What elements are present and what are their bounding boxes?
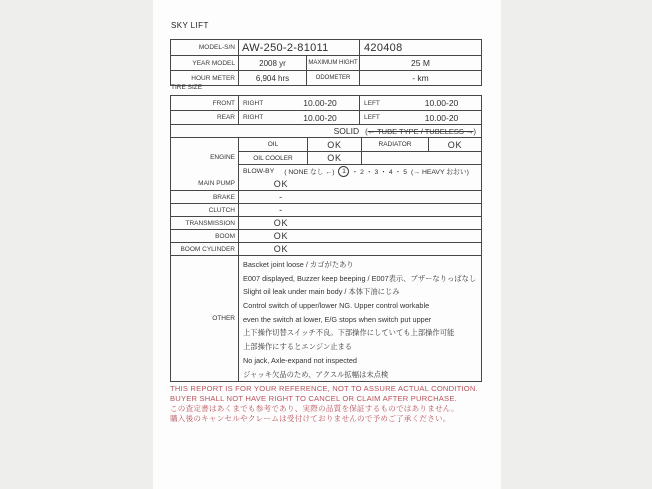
oil-label: OIL xyxy=(238,138,307,151)
front-tire-row xyxy=(171,96,481,110)
clutch-label: CLUTCH xyxy=(208,206,235,214)
year-model-row xyxy=(171,55,481,70)
other-section xyxy=(171,255,481,381)
other-notes xyxy=(238,256,481,381)
year-model-value: 2008 yr xyxy=(238,56,306,70)
solid-open-paren: ( xyxy=(365,126,368,136)
radiator-value: OK xyxy=(428,138,481,151)
transmission-row xyxy=(171,216,481,229)
note-line: Bascket joint loose / カゴがたあり xyxy=(243,260,354,269)
clutch-cell xyxy=(238,204,481,216)
blow-by-none-label: ( NONE なし ←) xyxy=(284,169,335,176)
front-left-value: 10.00-20 xyxy=(424,98,459,108)
hour-meter-label: HOUR METER xyxy=(191,74,235,82)
boom-value: OK xyxy=(273,231,289,241)
blow-by-scale: ・ 2 ・ 3 ・ 4 ・ 5 xyxy=(351,169,407,176)
document-title: SKY LIFT xyxy=(171,21,209,30)
transmission-value: OK xyxy=(273,218,289,228)
odometer-label: ODOMETER xyxy=(306,71,359,85)
clutch-value: - xyxy=(279,205,283,215)
solid-row xyxy=(171,124,481,137)
boom-cylinder-label: BOOM CYLINDER xyxy=(180,245,235,253)
transmission-label: TRANSMISSION xyxy=(185,219,235,227)
blow-by-row xyxy=(238,164,481,177)
front-right-value: 10.00-20 xyxy=(303,98,337,108)
engine-section xyxy=(171,138,481,177)
model-sn-row xyxy=(171,40,481,55)
inspection-table xyxy=(170,137,482,382)
transmission-cell xyxy=(238,217,481,229)
oil-value: OK xyxy=(307,138,361,151)
note-line: Control switch of upper/lower NG. Upper control workable xyxy=(243,301,430,311)
brake-cell xyxy=(238,191,481,203)
disclaimer-line: BUYER SHALL NOT HAVE RIGHT TO CANCEL OR CLAIM AFTER PURCHASE. xyxy=(170,394,457,403)
main-pump-row xyxy=(171,177,481,190)
solid-close-paren: ) xyxy=(473,126,476,136)
clutch-row xyxy=(171,203,481,216)
note-line: even the switch at lower, E/G stops when switch put upper xyxy=(243,314,432,324)
note-line: E007 displayed, Buzzer keep beeping / E007表示、ブザーなりっぱなし xyxy=(243,273,477,283)
rear-left-value: 10.00-20 xyxy=(424,112,459,123)
rear-label: REAR xyxy=(216,114,235,121)
model-sn-label: MODEL-S/N xyxy=(198,44,235,51)
boom-label: BOOM xyxy=(215,232,235,240)
front-right-cell xyxy=(238,96,359,110)
serial-number-value: 420408 xyxy=(359,40,481,55)
boom-cylinder-cell xyxy=(238,243,481,255)
tire-size-section-label: TIRE SIZE xyxy=(171,84,203,91)
left-label: LEFT xyxy=(364,114,380,121)
boom-cylinder-row xyxy=(171,242,481,255)
tire-size-table xyxy=(170,95,482,138)
other-label: OTHER xyxy=(212,315,235,322)
boom-row xyxy=(171,229,481,242)
hour-meter-row xyxy=(171,70,481,85)
odometer-value: - km xyxy=(359,71,481,85)
right-label: RIGHT xyxy=(243,99,264,107)
main-pump-value: OK xyxy=(273,178,289,189)
maximum-hight-value: 25 M xyxy=(359,56,481,70)
rear-right-value: 10.00-20 xyxy=(303,112,337,123)
blow-by-heavy-label: (→ HEAVY おおい) xyxy=(411,169,469,176)
hour-meter-value: 6,904 hrs xyxy=(238,71,306,85)
front-left-cell xyxy=(359,96,481,110)
rear-right-cell xyxy=(238,111,359,124)
note-line: 上部操作にするとエンジン止まる xyxy=(243,342,353,352)
solid-selection xyxy=(171,125,481,137)
main-pump-cell xyxy=(238,177,481,190)
boom-cell xyxy=(238,230,481,242)
maximum-hight-label: MAXIMUM HIGHT xyxy=(306,56,359,70)
front-label: FRONT xyxy=(212,99,235,107)
note-line: No jack, Axle-expand not inspected xyxy=(243,355,357,365)
note-line: ジャッキ欠品のため、アクスル拡幅は未点検 xyxy=(243,369,389,379)
blow-by-selected-circle: 1 xyxy=(338,166,349,177)
brake-row xyxy=(171,190,481,203)
disclaimer-block xyxy=(170,384,490,424)
main-pump-label: MAIN PUMP xyxy=(198,180,235,187)
disclaimer-line: THIS REPORT IS FOR YOUR REFERENCE, NOT TO ASSURE ACTUAL CONDITION. xyxy=(170,384,478,393)
solid-struck-options: ← TUBE TYPE / TUBELESS → xyxy=(367,126,474,136)
note-line: 上下操作切替スイッチ不良。下部操作にしていても上部操作可能 xyxy=(243,328,455,338)
oil-cooler-value: OK xyxy=(307,151,361,164)
solid-label: SOLID xyxy=(333,126,360,136)
right-label: RIGHT xyxy=(243,114,264,121)
disclaimer-line: この査定書はあくまでも参考であり、実際の品質を保証するものではありません。 xyxy=(170,404,459,413)
blow-by-label: BLOW-BY xyxy=(243,167,275,175)
rear-left-cell xyxy=(359,111,481,124)
rear-tire-row xyxy=(171,110,481,124)
radiator-label: RADIATOR xyxy=(361,138,428,151)
info-table xyxy=(170,39,482,86)
oil-cooler-label: OIL COOLER xyxy=(238,151,307,164)
left-label: LEFT xyxy=(364,99,380,107)
model-sn-value: AW-250-2-81011 xyxy=(238,40,359,55)
year-model-label: YEAR MODEL xyxy=(192,59,235,67)
disclaimer-line: 購入後のキャンセルやクレームは受付けておりませんので予めご了承ください。 xyxy=(170,414,451,423)
brake-label: BRAKE xyxy=(212,193,235,201)
brake-value: - xyxy=(279,192,283,202)
engine-empty-cell xyxy=(361,151,481,164)
note-line: Slight oil leak under main body / 本体下油にじみ xyxy=(243,287,400,297)
boom-cylinder-value: OK xyxy=(273,244,289,254)
engine-label: ENGINE xyxy=(210,154,235,161)
